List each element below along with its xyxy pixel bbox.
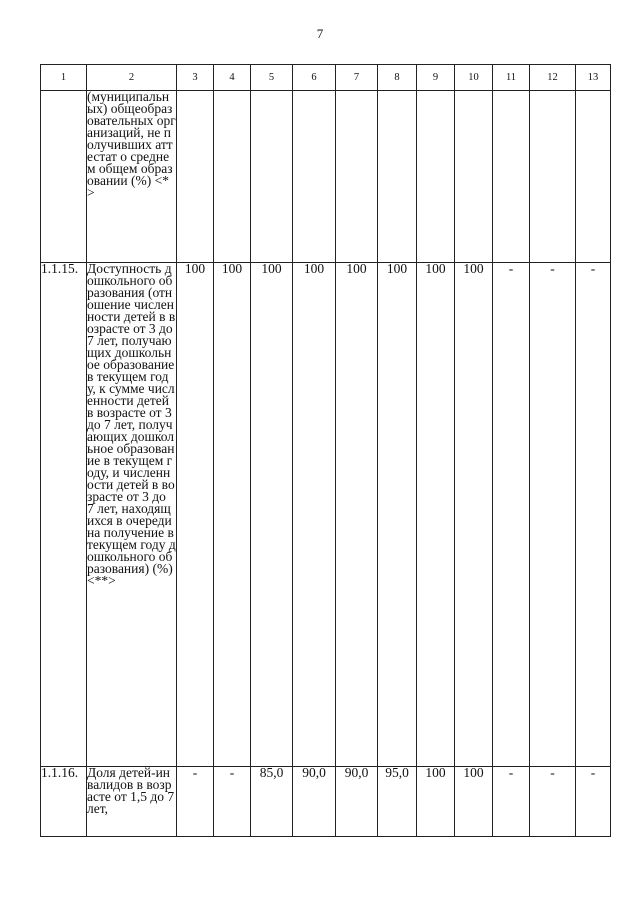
cell-value [576, 91, 611, 263]
column-header: 5 [251, 65, 293, 91]
cell-value: 100 [417, 263, 455, 767]
cell-value: 100 [293, 263, 336, 767]
column-header: 6 [293, 65, 336, 91]
cell-value: 90,0 [336, 767, 378, 837]
column-header: 3 [177, 65, 214, 91]
cell-value: 90,0 [293, 767, 336, 837]
cell-value [214, 91, 251, 263]
cell-value [417, 91, 455, 263]
row-code: 1.1.16. [41, 767, 87, 837]
cell-value [293, 91, 336, 263]
column-header: 10 [455, 65, 493, 91]
column-header: 2 [87, 65, 177, 91]
indicators-table [40, 64, 611, 837]
column-header: 7 [336, 65, 378, 91]
cell-value: 100 [214, 263, 251, 767]
cell-value [378, 91, 417, 263]
row-description: Доступность дошкольного образования (отношение численности детей в возрасте от 3 до 7 лет, получающих дошкольное образование в текущем году, к сумме численности детей в возрасте от 3 до 7 лет, получающих дошкольное образование в текущем году, и численности детей в возрасте от 3 до 7 лет, находящихся в очереди на получение в текущем году дошкольного образования) (%) <**> [87, 263, 177, 767]
column-header: 4 [214, 65, 251, 91]
cell-value: 95,0 [378, 767, 417, 837]
column-header: 13 [576, 65, 611, 91]
column-header: 11 [493, 65, 530, 91]
cell-value [493, 91, 530, 263]
cell-value [177, 91, 214, 263]
cell-value: 100 [378, 263, 417, 767]
cell-value: - [493, 767, 530, 837]
page-number: 7 [316, 26, 324, 41]
cell-value: - [530, 767, 576, 837]
row-code [41, 91, 87, 263]
cell-value: 100 [336, 263, 378, 767]
cell-value: 85,0 [251, 767, 293, 837]
cell-value: - [530, 263, 576, 767]
cell-value: 100 [417, 767, 455, 837]
cell-value: - [493, 263, 530, 767]
cell-value [455, 91, 493, 263]
table-header-row [41, 65, 611, 91]
cell-value: - [214, 767, 251, 837]
row-description: Доля детей-инвалидов в возрасте от 1,5 до 7 лет, [87, 767, 177, 837]
table-row [41, 767, 611, 837]
row-description: (муниципальных) общеобразовательных организаций, не получивших аттестат о среднем общем образовании (%) <*> [87, 91, 177, 263]
cell-value: - [576, 767, 611, 837]
cell-value: - [576, 263, 611, 767]
cell-value: 100 [251, 263, 293, 767]
column-header: 8 [378, 65, 417, 91]
column-header: 12 [530, 65, 576, 91]
cell-value: 100 [455, 767, 493, 837]
cell-value [336, 91, 378, 263]
cell-value: 100 [455, 263, 493, 767]
column-header: 1 [41, 65, 87, 91]
cell-value: - [177, 767, 214, 837]
table-row [41, 91, 611, 263]
cell-value [251, 91, 293, 263]
column-header: 9 [417, 65, 455, 91]
cell-value: 100 [177, 263, 214, 767]
table-row [41, 263, 611, 767]
cell-value [530, 91, 576, 263]
row-code: 1.1.15. [41, 263, 87, 767]
